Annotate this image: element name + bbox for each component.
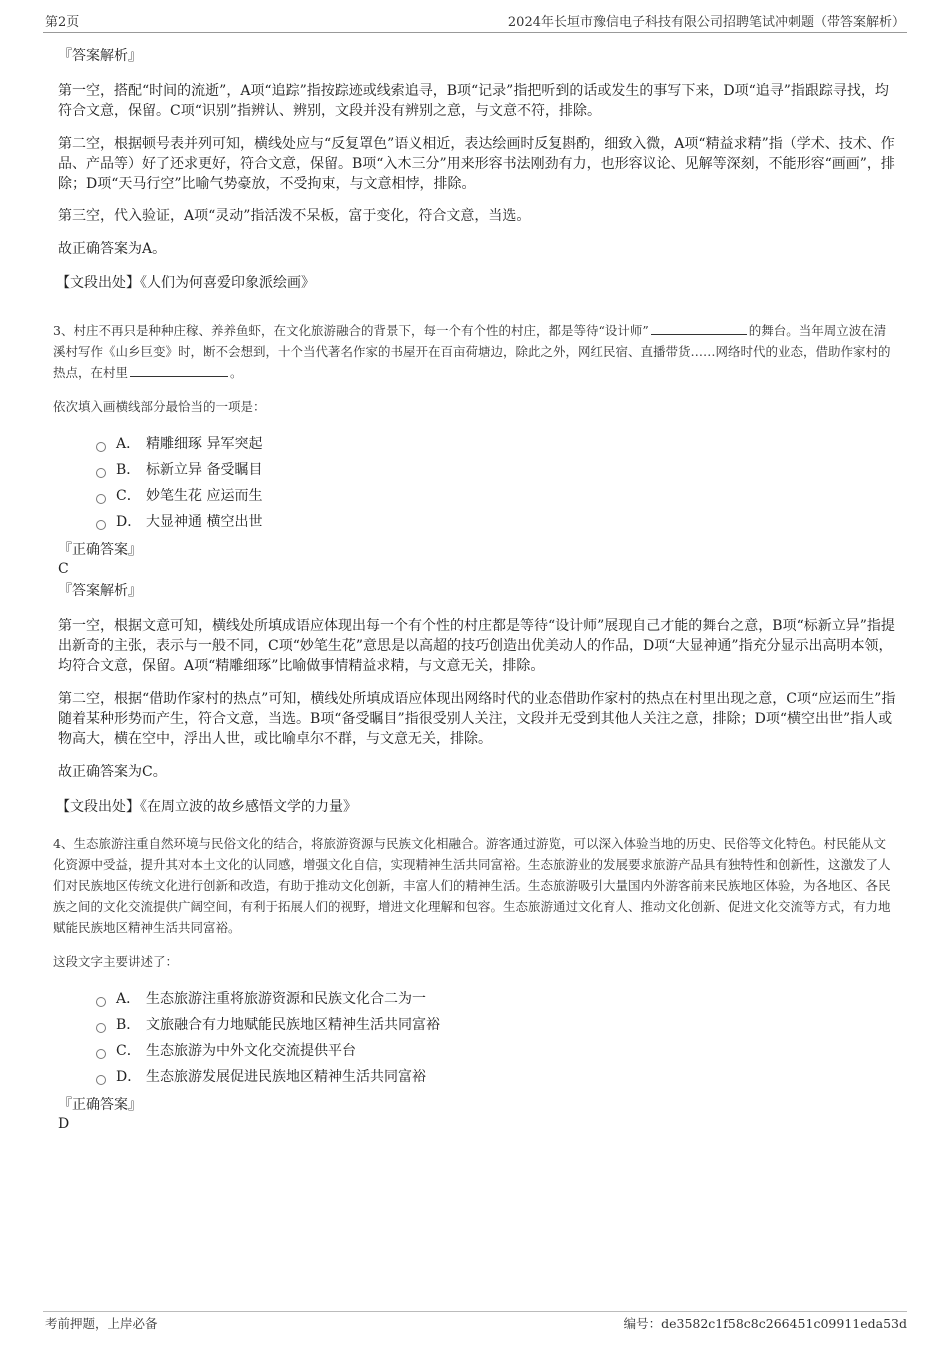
correct-answer-label: 『正确答案』 bbox=[58, 1097, 142, 1113]
page-footer bbox=[43, 1311, 907, 1332]
correct-answer: C bbox=[58, 561, 69, 577]
option-d[interactable]: D． 大显神通 横空出世 bbox=[96, 509, 896, 535]
question-stem: 4、生态旅游注重自然环境与民俗文化的结合，将旅游资源与民族文化相融合。游客通过游览，可以深入体验当地的历史、民俗等文化特色。村民能从文化资源中受益，提升其对本土文化的认同感，增强文化自信，实现精神生活共同富裕。生态旅游业的发展要求旅游产品具有独特性和创新性，这激发了人们对民族地区传统文化进行创新和改造，有助于推动文化创新，丰富人们的精神生活。生态旅游吸引大量国内外游客前来民族地区体验，为各地区、各民族之间的文化交流提供广阔空间，有利于拓展人们的视野，增进文化理解和包容。生态旅游通过文化育人、推动文化创新、促进文化交流等方式，有力地赋能民族地区精神生活共同富裕。 bbox=[53, 836, 891, 935]
analysis-paragraph: 第一空，根据文意可知，横线处所填成语应体现出每一个有个性的村庄都是等待“设计师”展现自己才能的舞台之意，B项“标新立异”指提出新奇的主张，表示与一般不同，C项“妙笔生花”意思是以高超的技巧创造出优美动人的作品，D项“大显神通”指充分显示出高明本领，均符合文意，保留。A项“精雕细琢”比喻做事情精益求精，与文意无关，排除。 bbox=[58, 618, 895, 674]
radio-icon[interactable] bbox=[96, 494, 106, 504]
page-number: 第2页 bbox=[45, 15, 80, 30]
fill-blank bbox=[130, 364, 228, 377]
footer-slogan: 考前押题，上岸必备 bbox=[45, 1316, 158, 1331]
radio-icon[interactable] bbox=[96, 1075, 106, 1085]
radio-icon[interactable] bbox=[96, 520, 106, 530]
answer-conclusion: 故正确答案为C。 bbox=[58, 764, 167, 780]
radio-icon[interactable] bbox=[96, 468, 106, 478]
radio-icon[interactable] bbox=[96, 1049, 106, 1059]
option-d[interactable]: D． 生态旅游发展促进民族地区精神生活共同富裕 bbox=[96, 1064, 896, 1090]
analysis-paragraph: 第二空，根据顿号表并列可知，横线处应与“反复罩色”语义相近，表达绘画时反复斟酌，细致入微，A项“精益求精”指（学术、技术、作品、产品等）好了还求更好，符合文意，保留。B项“入木三分”用来形容书法刚劲有力，也形容议论、见解等深刻，不能形容“画画”，排除；D项“天马行空”比喻气势豪放，不受拘束，与文意相悖，排除。 bbox=[58, 136, 895, 192]
option-c[interactable]: C． 生态旅游为中外文化交流提供平台 bbox=[96, 1038, 896, 1064]
source-citation: 【文段出处】《人们为何喜爱印象派绘画》 bbox=[56, 275, 315, 291]
page-content bbox=[53, 44, 896, 1133]
answer-conclusion: 故正确答案为A。 bbox=[58, 241, 167, 257]
radio-icon[interactable] bbox=[96, 442, 106, 452]
analysis-paragraph: 第三空，代入验证，A项“灵动”指活泼不呆板，富于变化，符合文意，当选。 bbox=[58, 208, 531, 224]
correct-answer-label: 『正确答案』 bbox=[58, 542, 142, 558]
analysis-paragraph: 第一空，搭配“时间的流逝”，A项“追踪”指按踪迹或线索追寻，B项“记录”指把听到的话或发生的事写下来，D项“追寻”指跟踪寻找，均符合文意，保留。C项“识别”指辨认、辨别，文段并没有辨别之意，与文意不符，排除。 bbox=[58, 83, 889, 119]
source-citation: 【文段出处】《在周立波的故乡感悟文学的力量》 bbox=[56, 799, 357, 815]
analysis-paragraph: 第二空，根据“借助作家村的热点”可知，横线处所填成语应体现出网络时代的业态借助作家村的热点在村里出现之意，C项“应运而生”指随着某种形势而产生，符合文意，当选。B项“备受瞩目”指很受别人关注，文段并无受到其他人关注之意，排除；D项“横空出世”指人或物高大，横在空中，浮出人世，或比喻卓尔不群，与文意无关，排除。 bbox=[58, 691, 896, 747]
radio-icon[interactable] bbox=[96, 997, 106, 1007]
option-list bbox=[96, 431, 896, 535]
stem-text: 。 bbox=[230, 365, 243, 380]
document-title: 2024年长垣市豫信电子科技有限公司招聘笔试冲刺题（带答案解析） bbox=[507, 15, 905, 30]
question-stem bbox=[53, 320, 896, 383]
question-prompt: 这段文字主要讲述了： bbox=[53, 954, 179, 969]
question-prompt: 依次填入画横线部分最恰当的一项是： bbox=[53, 399, 266, 414]
option-a[interactable]: A． 生态旅游注重将旅游资源和民族文化合二为一 bbox=[96, 986, 896, 1012]
document-id: 编号：de3582c1f58c8c266451c09911eda53d bbox=[623, 1316, 907, 1331]
stem-text: 3、村庄不再只是种种庄稼、养养鱼虾，在文化旅游融合的背景下，每一个有个性的村庄，都是等待“设计师” bbox=[53, 323, 649, 338]
radio-icon[interactable] bbox=[96, 1023, 106, 1033]
option-a[interactable]: A． 精雕细琢 异军突起 bbox=[96, 431, 896, 457]
analysis-label: 『答案解析』 bbox=[58, 583, 142, 599]
option-b[interactable]: B． 标新立异 备受瞩目 bbox=[96, 457, 896, 483]
option-list bbox=[96, 986, 896, 1090]
option-b[interactable]: B． 文旅融合有力地赋能民族地区精神生活共同富裕 bbox=[96, 1012, 896, 1038]
option-c[interactable]: C． 妙笔生花 应运而生 bbox=[96, 483, 896, 509]
analysis-label: 『答案解析』 bbox=[58, 48, 142, 64]
correct-answer: D bbox=[58, 1116, 70, 1132]
stem-text: 的舞台。当年周立波在清溪村写作《山乡巨变》时，断不会想到，十个当代著名作家的书屋开在百亩荷塘边，除此之外，网红民宿、直播带货……网络时代的业态，借助作家村的热点，在村里 bbox=[53, 323, 891, 380]
fill-blank bbox=[651, 322, 747, 335]
page-header bbox=[43, 14, 907, 33]
